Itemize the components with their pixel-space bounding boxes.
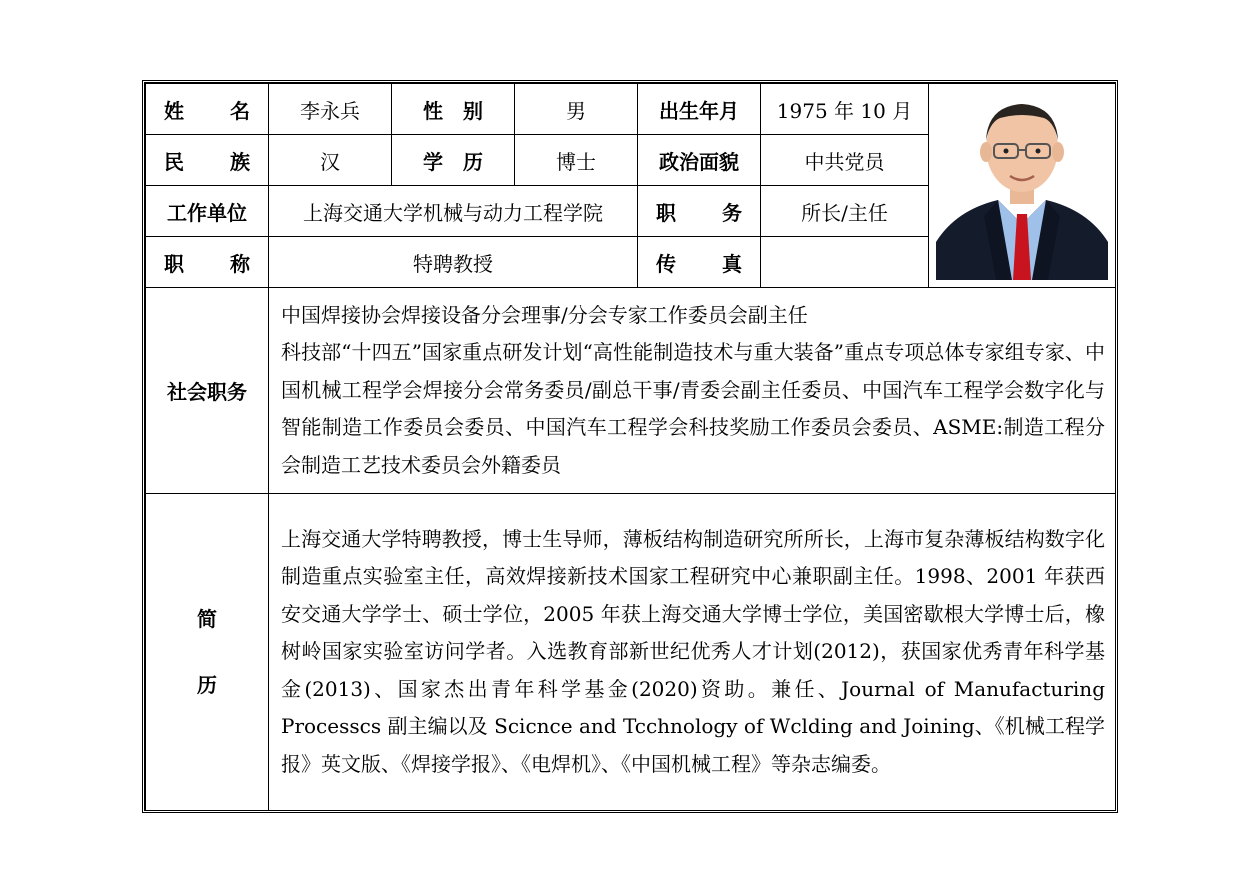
position-value: 所长/主任 bbox=[761, 186, 929, 237]
employer-value: 上海交通大学机械与动力工程学院 bbox=[269, 186, 638, 237]
political-value: 中共党员 bbox=[761, 135, 929, 186]
employer-label: 工作单位 bbox=[146, 186, 269, 237]
name-label-char-1: 姓 bbox=[164, 98, 184, 123]
gender-label bbox=[392, 84, 515, 135]
resume-content bbox=[269, 494, 1116, 811]
title-label-char-1: 职 bbox=[164, 251, 184, 276]
resume-label bbox=[146, 494, 269, 811]
ethnicity-label-char-2: 族 bbox=[230, 149, 250, 174]
fax-value bbox=[761, 237, 929, 288]
portrait-cell bbox=[929, 84, 1116, 288]
position-label-char-2: 务 bbox=[722, 200, 742, 225]
fax-label-char-1: 传 bbox=[656, 251, 676, 276]
ethnicity-label bbox=[146, 135, 269, 186]
gender-label-char-2: 别 bbox=[463, 98, 483, 123]
education-label-char-1: 学 bbox=[423, 149, 443, 174]
title-label bbox=[146, 237, 269, 288]
name-value: 李永兵 bbox=[269, 84, 392, 135]
social-duties-content bbox=[269, 288, 1116, 494]
resume-label-char-1: 简 bbox=[197, 607, 217, 631]
title-label-char-2: 称 bbox=[230, 251, 250, 276]
portrait-photo bbox=[936, 92, 1108, 280]
name-label bbox=[146, 84, 269, 135]
gender-label-char-1: 性 bbox=[423, 98, 443, 123]
birth-value: 1975 年 10 月 bbox=[761, 84, 929, 135]
profile-table bbox=[145, 83, 1116, 811]
title-value: 特聘教授 bbox=[269, 237, 638, 288]
resume-label-char-2: 历 bbox=[197, 673, 217, 697]
position-label-char-1: 职 bbox=[656, 200, 676, 225]
social-duties-label: 社会职务 bbox=[146, 288, 269, 494]
social-duty-line: 中国焊接协会焊接设备分会理事/分会专家工作委员会副主任 bbox=[281, 302, 808, 327]
fax-label bbox=[638, 237, 761, 288]
education-value: 博士 bbox=[515, 135, 638, 186]
position-label bbox=[638, 186, 761, 237]
ethnicity-label-char-1: 民 bbox=[164, 149, 184, 174]
resume-text: 上海交通大学特聘教授，博士生导师，薄板结构制造研究所所长，上海市复杂薄板结构数字化制造重点实验室主任，高效焊接新技术国家工程研究中心兼职副主任。1998、2001 年获西安交通大学学士、硕士学位，2005 年获上海交通大学博士学位，美国密歇根大学博士后，橡树岭国家实验室访问学者。入选教育部新世纪优秀人才计划(2012)，获国家优秀青年科学基金(2013)、国家杰出青年科学基金(2020)资助。兼任、Journal of Manufacturing Processcs 副主编以及 Scicnce and Tcchnology of Wclding and Joining、《机械工程学报》英文版、《焊接学报》、《电焊机》、《中国机械工程》等杂志编委。 bbox=[281, 526, 1105, 776]
education-label bbox=[392, 135, 515, 186]
profile-form bbox=[142, 80, 1118, 813]
ethnicity-value: 汉 bbox=[269, 135, 392, 186]
name-label-char-2: 名 bbox=[230, 98, 250, 123]
education-label-char-2: 历 bbox=[463, 149, 483, 174]
political-label: 政治面貌 bbox=[638, 135, 761, 186]
social-duty-line: 科技部“十四五”国家重点研发计划“高性能制造技术与重大装备”重点专项总体专家组专家、中国机械工程学会焊接分会常务委员/副总干事/青委会副主任委员、中国汽车工程学会数字化与智能制造工作委员会委员、中国汽车工程学会科技奖励工作委员会委员、ASME:制造工程分会制造工艺技术委员会外籍委员 bbox=[281, 340, 1105, 477]
birth-label: 出生年月 bbox=[638, 84, 761, 135]
gender-value: 男 bbox=[515, 84, 638, 135]
fax-label-char-2: 真 bbox=[722, 251, 742, 276]
